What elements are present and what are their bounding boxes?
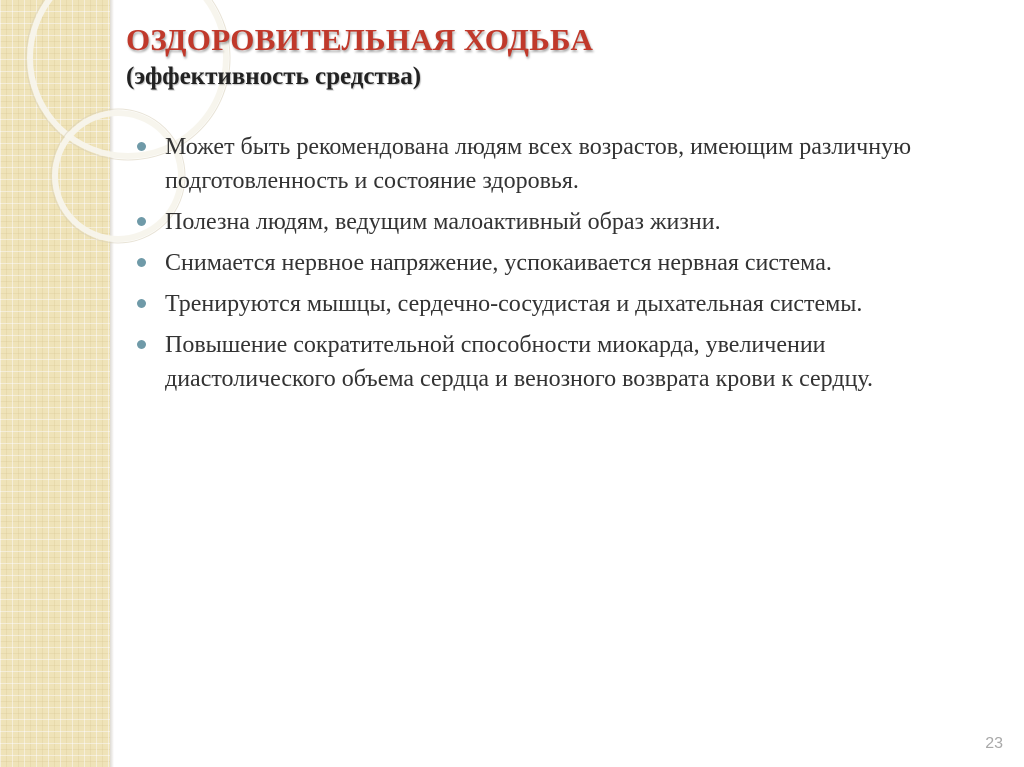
bullet-dot-icon <box>137 142 146 151</box>
bullet-item <box>135 130 965 198</box>
bullet-item <box>135 328 965 396</box>
bullet-item <box>135 287 965 321</box>
bullet-dot-icon <box>137 299 146 308</box>
bullet-item <box>135 246 965 280</box>
side-panel-shadow <box>110 0 114 767</box>
bullet-text: Тренируются мышцы, сердечно-сосудистая и дыхательная системы. <box>165 291 863 317</box>
bullet-list <box>135 130 965 403</box>
bullet-text: Снимается нервное напряжение, успокаивается нервная система. <box>165 250 832 276</box>
bullet-text: Повышение сократительной способности миокарда, увеличении диастолического объема сердца и венозного возврата крови к сердцу. <box>165 332 874 392</box>
bullet-dot-icon <box>137 258 146 267</box>
bullet-dot-icon <box>137 217 146 226</box>
bullet-text: Может быть рекомендована людям всех возрастов, имеющим различную подготовленность и состояние здоровья. <box>165 134 911 194</box>
bullet-dot-icon <box>137 340 146 349</box>
page-number: 23 <box>985 735 1003 752</box>
bullet-item <box>135 205 965 239</box>
decorative-side-panel <box>0 0 110 767</box>
slide-subtitle: (эффективность средства) <box>126 63 422 90</box>
bullet-text: Полезна людям, ведущим малоактивный образ жизни. <box>165 209 721 235</box>
slide-title: ОЗДОРОВИТЕЛЬНАЯ ХОДЬБА <box>126 22 594 57</box>
